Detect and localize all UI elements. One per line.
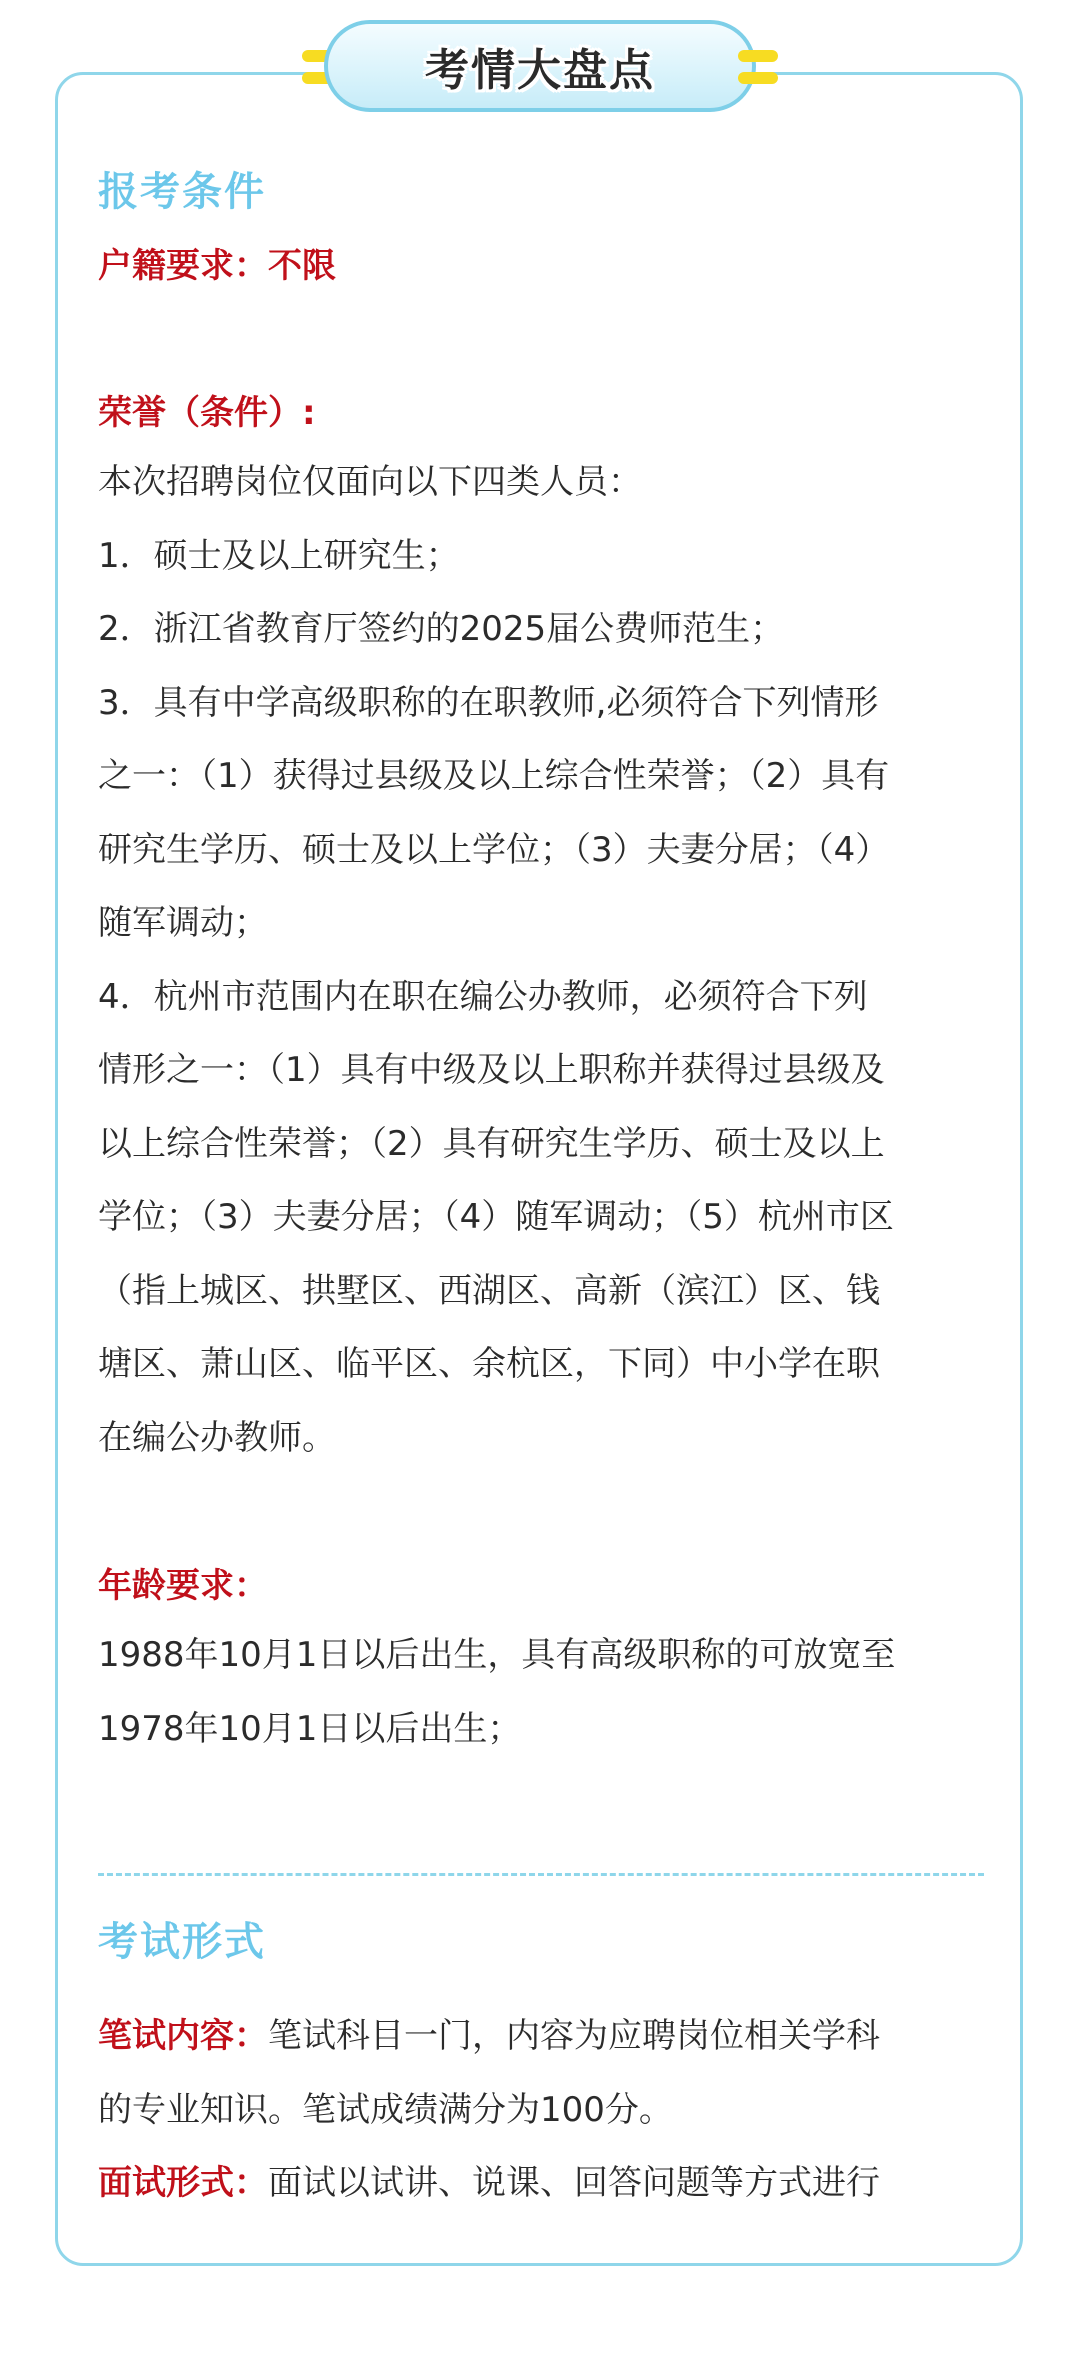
honor-line: 3．具有中学高级职称的在职教师,必须符合下列情形 [98,682,879,723]
honor-line: 塘区、萧山区、临平区、余杭区，下同）中小学在职 [98,1344,880,1384]
honor-line: 学位；（3）夫妻分居；（4）随军调动；（5）杭州市区 [98,1197,894,1237]
honor-list [98,446,984,1475]
honor-line: 情形之一：（1）具有中级及以上职称并获得过县级及 [98,1050,885,1090]
interview-label: 面试形式： [98,2163,268,2203]
honor-line: 4．杭州市范围内在职在编公办教师，必须符合下列 [98,976,868,1017]
age-label: 年龄要求： [98,1566,268,1606]
section-title-exam: 考试形式 [98,1919,266,1965]
honor-line: （指上城区、拱墅区、西湖区、高新（滨江）区、钱 [98,1270,880,1311]
honor-line: 本次招聘岗位仅面向以下四类人员： [98,462,642,502]
age-line: 1988年10月1日以后出生，具有高级职称的可放宽至 [98,1635,896,1675]
honor-line: 2．浙江省教育厅签约的2025届公费师范生； [98,609,785,649]
interview-text: 面试以试讲、说课、回答问题等方式进行 [268,2163,880,2203]
written-line-2: 的专业知识。笔试成绩满分为100分。 [98,2089,673,2130]
clip-right-decoration [738,50,778,86]
honor-line: 在编公办教师。 [98,1417,336,1458]
honor-line: 1．硕士及以上研究生； [98,535,460,576]
section-divider [98,1873,984,1876]
title-pill [324,20,756,112]
written-line-1 [98,2000,984,2074]
honor-line: 研究生学历、硕士及以上学位；（3）夫妻分居；（4） [98,829,890,870]
honor-label: 荣誉（条件）: [98,393,316,433]
honor-line: 之一：（1）获得过县级及以上综合性荣誉；（2）具有 [98,756,890,796]
written-label: 笔试内容： [98,2016,268,2056]
page-title: 考情大盘点 [425,45,655,96]
household-requirement: 户籍要求：不限 [98,246,336,286]
honor-line: 以上综合性荣誉；（2）具有研究生学历、硕士及以上 [98,1123,885,1164]
title-banner [300,20,780,116]
written-exam-info [98,2000,984,2221]
interview-line [98,2147,984,2221]
age-requirement [98,1619,984,1766]
honor-line: 随军调动； [98,903,268,943]
section-title-conditions: 报考条件 [98,169,266,215]
age-line: 1978年10月1日以后出生； [98,1708,522,1749]
written-text: 笔试科目一门，内容为应聘岗位相关学科 [268,2016,880,2056]
